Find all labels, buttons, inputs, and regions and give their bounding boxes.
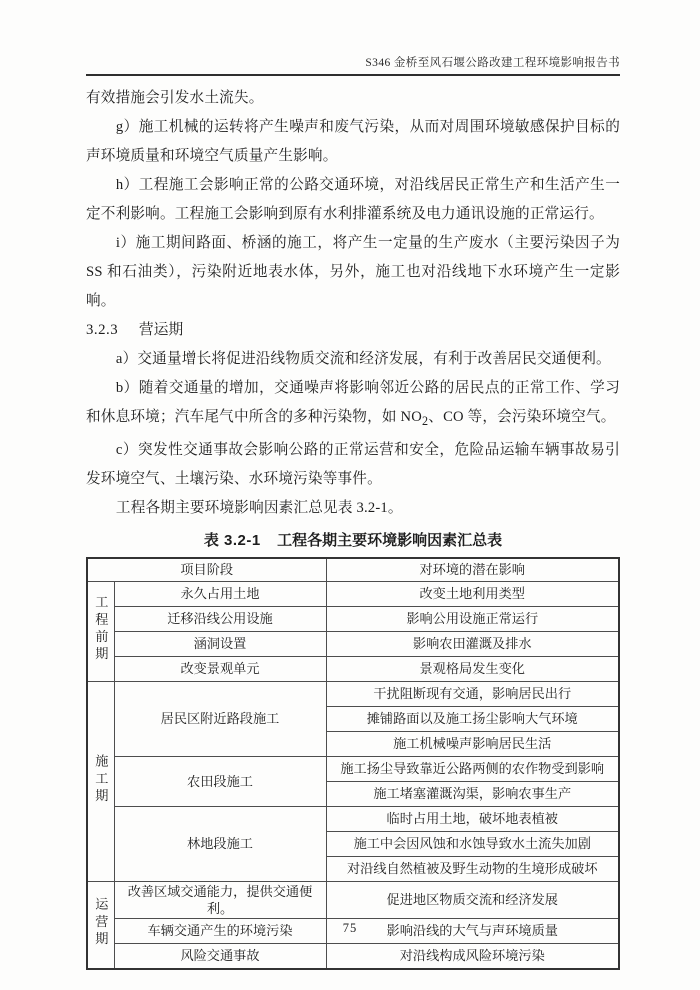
activity-cell: 农田段施工 <box>114 756 326 806</box>
paragraph-table-ref: 工程各期主要环境影响因素汇总见表 3.2-1。 <box>115 499 403 516</box>
impact-cell: 对沿线构成风险环境污染 <box>326 943 619 969</box>
report-header-title: S346 金桥至风石堰公路改建工程环境影响报告书 <box>365 57 620 69</box>
impact-cell: 对沿线自然植被及野生动物的生境形成破坏 <box>326 856 619 881</box>
section-heading <box>86 316 620 345</box>
header-divider <box>86 74 620 76</box>
section-number: 3.2.3 <box>86 322 119 338</box>
column-header-project-stage: 项目阶段 <box>87 558 326 582</box>
impact-cell: 施工堵塞灌溉沟渠，影响农事生产 <box>326 781 619 806</box>
impact-cell: 促进地区物质交流和经济发展 <box>326 881 619 918</box>
column-header-potential-impact: 对环境的潜在影响 <box>326 558 619 582</box>
impact-cell: 摊铺路面以及施工扬尘影响大气环境 <box>326 706 619 731</box>
table-caption-title: 工程各期主要环境影响因素汇总表 <box>277 531 503 549</box>
activity-cell: 永久占用土地 <box>114 581 326 606</box>
activity-cell: 车辆交通产生的环境污染 <box>114 918 326 943</box>
paragraph-c: c）突发性交通事故会影响公路的正常运营和安全，危险品运输车辆事故易引发环境空气、土壤污染、水环境污染等事件。 <box>86 441 620 487</box>
table-row <box>87 806 619 831</box>
paragraph-b-subscript: 2 <box>422 413 429 428</box>
phase-label: 施工期 <box>93 753 109 806</box>
table-caption-label: 表 3.2-1 <box>203 531 261 549</box>
table-row <box>87 943 619 969</box>
phase-label: 工程前期 <box>93 595 109 664</box>
impact-cell: 改变土地利用类型 <box>326 581 619 606</box>
summary-table-body <box>87 581 619 969</box>
paragraph-continued: 有效措施会引发水土流失。 <box>86 90 264 106</box>
phase-label: 运营期 <box>93 897 109 949</box>
activity-cell: 迁移沿线公用设施 <box>114 606 326 631</box>
paragraph-b <box>86 374 620 436</box>
activity-cell: 改善区域交通能力，提供交通便利。 <box>114 881 326 918</box>
impact-cell: 施工中会因风蚀和水蚀导致水土流失加剧 <box>326 831 619 856</box>
table-row <box>87 656 619 681</box>
impact-cell: 干扰阻断现有交通，影响居民出行 <box>326 681 619 706</box>
table-row <box>87 881 619 918</box>
page-header <box>86 0 620 76</box>
table-row <box>87 581 619 606</box>
table-row <box>87 606 619 631</box>
impact-cell: 临时占用土地，破坏地表植被 <box>326 806 619 831</box>
impact-cell: 施工机械噪声影响居民生活 <box>326 731 619 756</box>
paragraph-i: i）施工期间路面、桥涵的施工，将产生一定量的生产废水（主要污染因子为 SS 和石油类），污染附近地表水体，另外，施工也对沿线地下水环境产生一定影响。 <box>86 235 620 309</box>
table-header-row <box>87 558 619 582</box>
impact-summary-table <box>86 557 620 970</box>
activity-cell: 改变景观单元 <box>114 656 326 681</box>
table-caption <box>86 530 620 552</box>
paragraph-g: g）施工机械的运转将产生噪声和废气污染，从而对周围环境敏感保护目标的声环境质量和环境空气质量产生影响。 <box>86 119 620 164</box>
table-row <box>87 681 619 706</box>
page-number: 75 <box>342 921 358 935</box>
paragraph-h: h）工程施工会影响正常的公路交通环境，对沿线居民正常生产和生活产生一定不利影响。工程施工会影响到原有水利排灌系统及电力通讯设施的正常运行。 <box>86 177 620 222</box>
activity-cell: 居民区附近路段施工 <box>114 681 326 756</box>
table-row <box>87 631 619 656</box>
activity-cell: 风险交通事故 <box>114 943 326 969</box>
impact-cell: 影响沿线的大气与声环境质量 <box>326 918 619 943</box>
impact-cell: 施工扬尘导致靠近公路两侧的农作物受到影响 <box>326 756 619 781</box>
activity-cell: 涵洞设置 <box>114 631 326 656</box>
impact-cell: 影响农田灌溉及排水 <box>326 631 619 656</box>
impact-cell: 景观格局发生变化 <box>326 656 619 681</box>
activity-cell: 林地段施工 <box>114 806 326 881</box>
impact-cell: 影响公用设施正常运行 <box>326 606 619 631</box>
paragraph-a: a）交通量增长将促进沿线物质交流和经济发展，有利于改善居民交通便利。 <box>115 351 611 367</box>
section-title: 营运期 <box>138 322 184 338</box>
table-row <box>87 756 619 781</box>
body-text <box>86 84 620 523</box>
phase-cell <box>87 681 114 881</box>
paragraph-b-pre: b）随着交通量的增加，交通噪声将影响邻近公路的居民点的正常工作、学习和休息环境；汽车尾气中所含的多种污染物，如 NO <box>86 380 620 425</box>
paragraph-b-post: 、CO 等，会污染环境空气。 <box>428 409 616 425</box>
phase-cell <box>87 581 114 681</box>
